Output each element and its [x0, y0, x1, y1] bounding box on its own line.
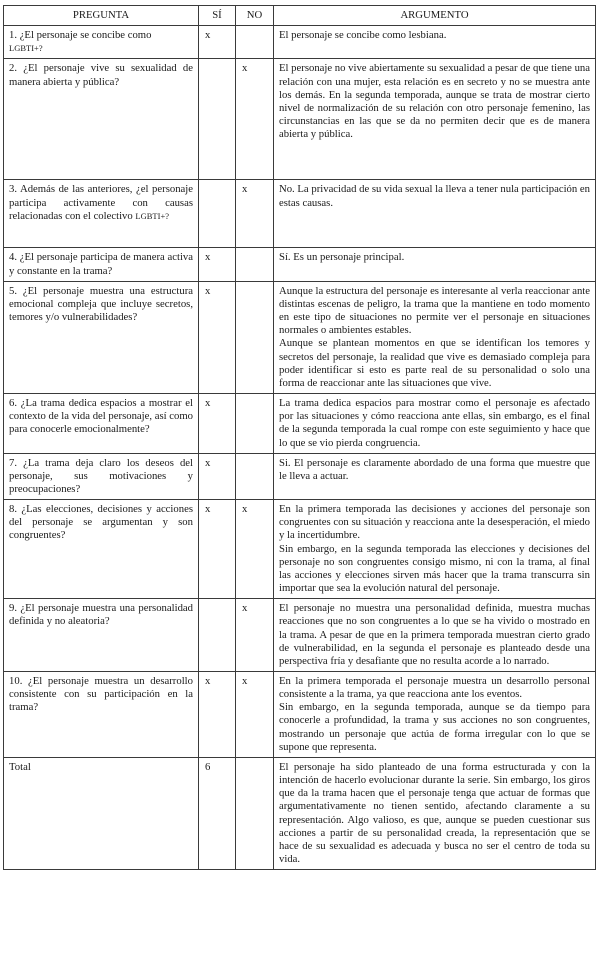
question-cell: 8. ¿Las elecciones, decisiones y acciones del personaje se argumentan y son congruentes?: [4, 500, 199, 599]
argument-cell: Aunque la estructura del personaje es interesante al verla reaccionar ante distintas escenas de peligro, la trama que la mantiene en todo momento en este tipo de situaciones no permite ver el personaje en situaciones normales o ambientes estables. Aunque se plantean momentos en que se identifican los temores y secretos del personaje, la realidad que vive es demasiado compleja para poder identificar si esto es parte real de su personalidad o solo una forma de reaccionar ante las situaciones que vive.: [274, 281, 596, 393]
argument-cell: Sí. Es un personaje principal.: [274, 248, 596, 281]
question-cell: 3. Además de las anteriores, ¿el personaje participa activamente con causas relacionadas con el colectivo LGBTI+?: [4, 180, 199, 248]
no-cell: x: [236, 500, 274, 599]
header-pregunta: PREGUNTA: [4, 6, 199, 26]
table-row: [4, 453, 596, 499]
no-cell: x: [236, 599, 274, 672]
si-cell: x: [199, 500, 236, 599]
no-cell: [236, 248, 274, 281]
question-cell: 10. ¿El personaje muestra un desarrollo consistente con su participación en la trama?: [4, 672, 199, 758]
si-cell: [199, 599, 236, 672]
no-cell: [236, 453, 274, 499]
total-si: 6: [199, 757, 236, 869]
si-cell: x: [199, 281, 236, 393]
table-row: [4, 281, 596, 393]
argument-cell: El personaje no vive abiertamente su sexualidad a pesar de que tiene una relación con una mujer, esta relación es en secreto y no se muestra ante los demás. En la segunda temporada, aunque se trata de mostrar cierto nivel de normalización de su relación con otro personaje femenino, las circunstancias en las que se da no permiten decir que es de manera abierta y pública.: [274, 59, 596, 180]
argument-cell: No. La privacidad de su vida sexual la lleva a tener nula participación en estas causas.: [274, 180, 596, 248]
si-cell: x: [199, 453, 236, 499]
table-row: [4, 500, 596, 599]
si-cell: [199, 59, 236, 180]
header-row: [4, 6, 596, 26]
no-cell: [236, 281, 274, 393]
no-cell: [236, 26, 274, 59]
si-cell: x: [199, 672, 236, 758]
question-cell: 5. ¿El personaje muestra una estructura emocional compleja que incluye secretos, temores y/o vulnerabilidades?: [4, 281, 199, 393]
argument-cell: En la primera temporada las decisiones y acciones del personaje son congruentes con su situación y reacciona ante la desesperación, el miedo y la incertidumbre. Sin embargo, en la segunda temporada las elecciones y decisiones del personaje no son congruentes consigo mismo, ni con la trama, al final las acciones y elecciones sirven más hacer que la trama transcurra sin importar que sea la evolución natural del personaje.: [274, 500, 596, 599]
total-argument: El personaje ha sido planteado de una forma estructurada y con la intención de hacerlo evolucionar durante la serie. Sin embargo, los giros que da la trama hacen que el personaje tenga que actuar de formas que argumentativamente no tienen sentido, afectando claramente a su representación. Algo valioso, es que, aunque se pueden cuestionar sus acciones a partir de su personalidad creada, la representación que se hace de su sexualidad es adecuada y busca no ser el centro de toda su vida.: [274, 757, 596, 869]
argument-cell: El personaje no muestra una personalidad definida, muestra muchas reacciones que no son congruentes a lo que se ha vivido o mostrado en la trama. A pesar de que en la primera temporada muestran cierto grado de vulnerabilidad, en la segunda el personaje es planteado desde una perspectiva fría y desafiante que no resulta acorde a lo narrado.: [274, 599, 596, 672]
si-cell: x: [199, 248, 236, 281]
header-argumento: ARGUMENTO: [274, 6, 596, 26]
si-cell: [199, 180, 236, 248]
table-row: [4, 59, 596, 180]
question-cell: 9. ¿El personaje muestra una personalidad definida y no aleatoria?: [4, 599, 199, 672]
table-row: [4, 180, 596, 248]
no-cell: x: [236, 180, 274, 248]
question-cell: 4. ¿El personaje participa de manera activa y constante en la trama?: [4, 248, 199, 281]
header-si: SÍ: [199, 6, 236, 26]
si-cell: x: [199, 26, 236, 59]
no-cell: x: [236, 59, 274, 180]
argument-cell: Si. El personaje es claramente abordado de una forma que muestre que le lleva a actuar.: [274, 453, 596, 499]
question-cell: 6. ¿La trama dedica espacios a mostrar el contexto de la vida del personaje, así como para conocerle emocionalmente?: [4, 394, 199, 454]
question-cell: 2. ¿El personaje vive su sexualidad de manera abierta y pública?: [4, 59, 199, 180]
question-cell: 1. ¿El personaje se concibe como LGBTI+?: [4, 26, 199, 59]
table-row: [4, 248, 596, 281]
total-no: [236, 757, 274, 869]
argument-cell: En la primera temporada el personaje muestra un desarrollo personal consistente a la trama, ya que reacciona ante los eventos. Sin embargo, en la segunda temporada, aunque se da tiempo para conocerle a profundidad, la trama y sus acciones no son congruentes, mostrando un personaje que actúa de forma irregular con lo que se supone que representa.: [274, 672, 596, 758]
argument-cell: La trama dedica espacios para mostrar como el personaje es afectado por las situaciones y cómo reacciona ante ellas, sin embargo, es el final de la segunda temporada la cual rompe con este seguimiento y hace que lo que se vio pierda congruencia.: [274, 394, 596, 454]
evaluation-table: [3, 5, 596, 870]
table-row: [4, 599, 596, 672]
total-row: [4, 757, 596, 869]
argument-cell: El personaje se concibe como lesbiana.: [274, 26, 596, 59]
si-cell: x: [199, 394, 236, 454]
table-row: [4, 26, 596, 59]
no-cell: [236, 394, 274, 454]
question-cell: 7. ¿La trama deja claro los deseos del personaje, sus motivaciones y preocupaciones?: [4, 453, 199, 499]
no-cell: x: [236, 672, 274, 758]
table-row: [4, 394, 596, 454]
total-label: Total: [4, 757, 199, 869]
table-row: [4, 672, 596, 758]
header-no: NO: [236, 6, 274, 26]
table-body: [4, 26, 596, 870]
